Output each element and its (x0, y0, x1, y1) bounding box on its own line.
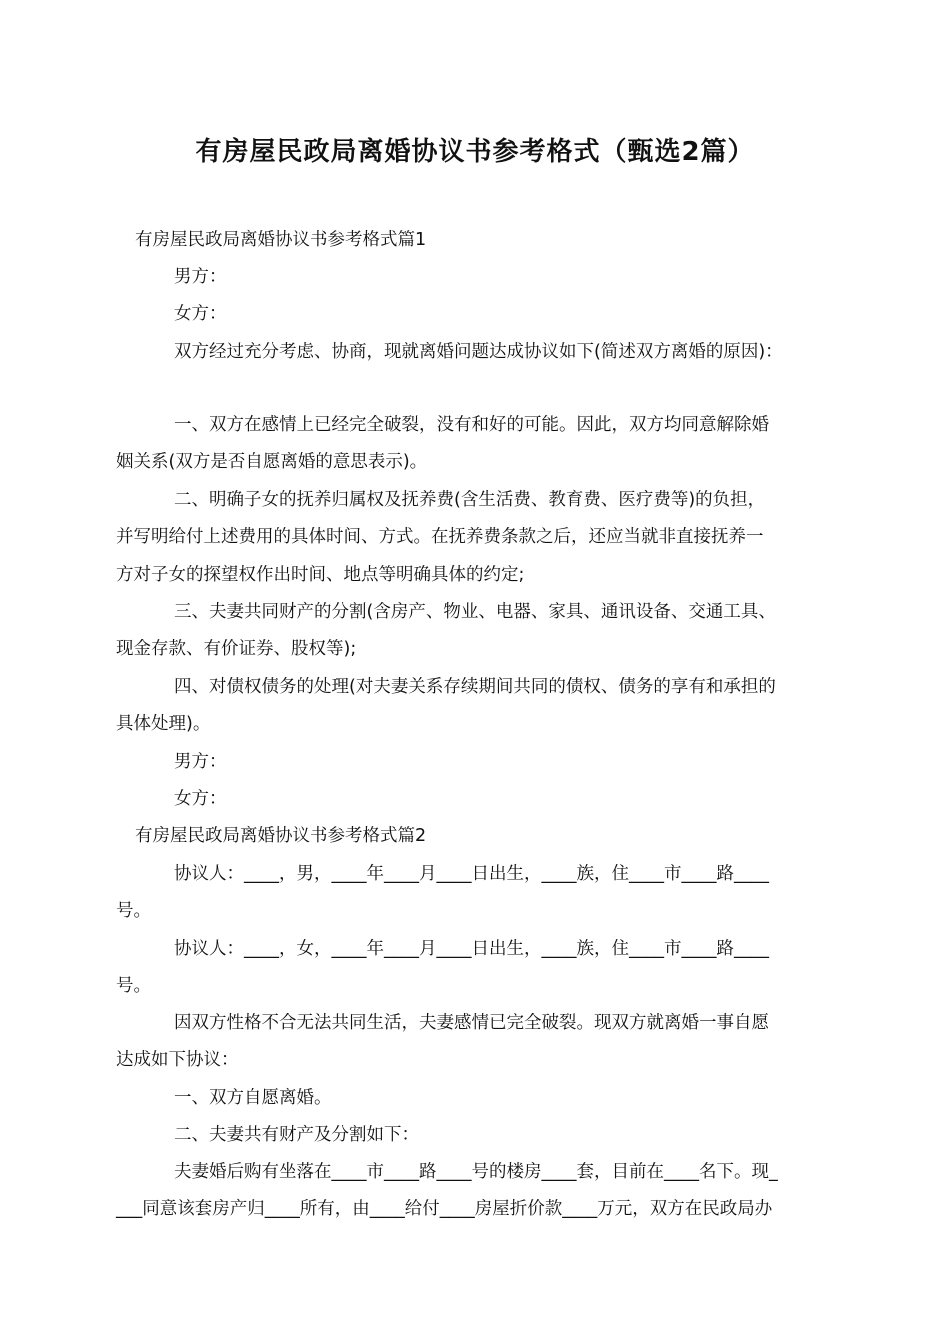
article2-party2-line1: 协议人：____，女，____年____月____日出生，____族，住____市____路____ (174, 939, 769, 959)
article2-item1: 一、双方自愿离婚。 (174, 1088, 332, 1108)
article1-item2-line3: 方对子女的探望权作出时间、地点等明确具体的约定; (116, 565, 525, 585)
article1-heading: 有房屋民政局离婚协议书参考格式篇1 (135, 230, 427, 250)
article2-house-line2: ___同意该套房产归____所有，由____给付____房屋折价款____万元，双方在民政局办 (116, 1199, 773, 1219)
article1-man-label: 男方： (174, 267, 227, 287)
document-title: 有房屋民政局离婚协议书参考格式（甄选2篇） (195, 137, 755, 167)
article2-party1-line2: 号。 (116, 901, 151, 921)
article1-intro: 双方经过充分考虑、协商，现就离婚问题达成协议如下(简述双方离婚的原因)： (174, 342, 783, 362)
article1-item2-line2: 并写明给付上述费用的具体时间、方式。在抚养费条款之后，还应当就非直接抚养一 (116, 527, 764, 547)
article2-heading: 有房屋民政局离婚协议书参考格式篇2 (135, 826, 427, 846)
article2-item2: 二、夫妻共有财产及分割如下： (174, 1125, 419, 1145)
article1-item4-line2: 具体处理)。 (116, 714, 211, 734)
article1-man-signature-label: 男方： (174, 752, 227, 772)
article1-woman-label: 女方： (174, 304, 227, 324)
article2-reason-line2: 达成如下协议： (116, 1050, 239, 1070)
article1-item3-line2: 现金存款、有价证券、股权等); (116, 639, 357, 659)
article1-item2-line1: 二、明确子女的抚养归属权及抚养费(含生活费、教育费、医疗费等)的负担， (174, 490, 766, 510)
article1-item3-line1: 三、夫妻共同财产的分割(含房产、物业、电器、家具、通讯设备、交通工具、 (174, 602, 776, 622)
article1-woman-signature-label: 女方： (174, 789, 227, 809)
article2-reason-line1: 因双方性格不合无法共同生活，夫妻感情已完全破裂。现双方就离婚一事自愿 (174, 1013, 769, 1033)
article1-item1-line2: 姻关系(双方是否自愿离婚的意思表示)。 (116, 452, 428, 472)
article1-item1-line1: 一、双方在感情上已经完全破裂，没有和好的可能。因此，双方均同意解除婚 (174, 415, 769, 435)
article2-house-line1: 夫妻婚后购有坐落在____市____路____号的楼房____套，目前在____名下。现_ (174, 1162, 778, 1182)
article1-item4-line1: 四、对债权债务的处理(对夫妻关系存续期间共同的债权、债务的享有和承担的 (174, 677, 776, 697)
article2-party2-line2: 号。 (116, 976, 151, 996)
article2-party1-line1: 协议人：____，男，____年____月____日出生，____族，住____市____路____ (174, 864, 769, 884)
